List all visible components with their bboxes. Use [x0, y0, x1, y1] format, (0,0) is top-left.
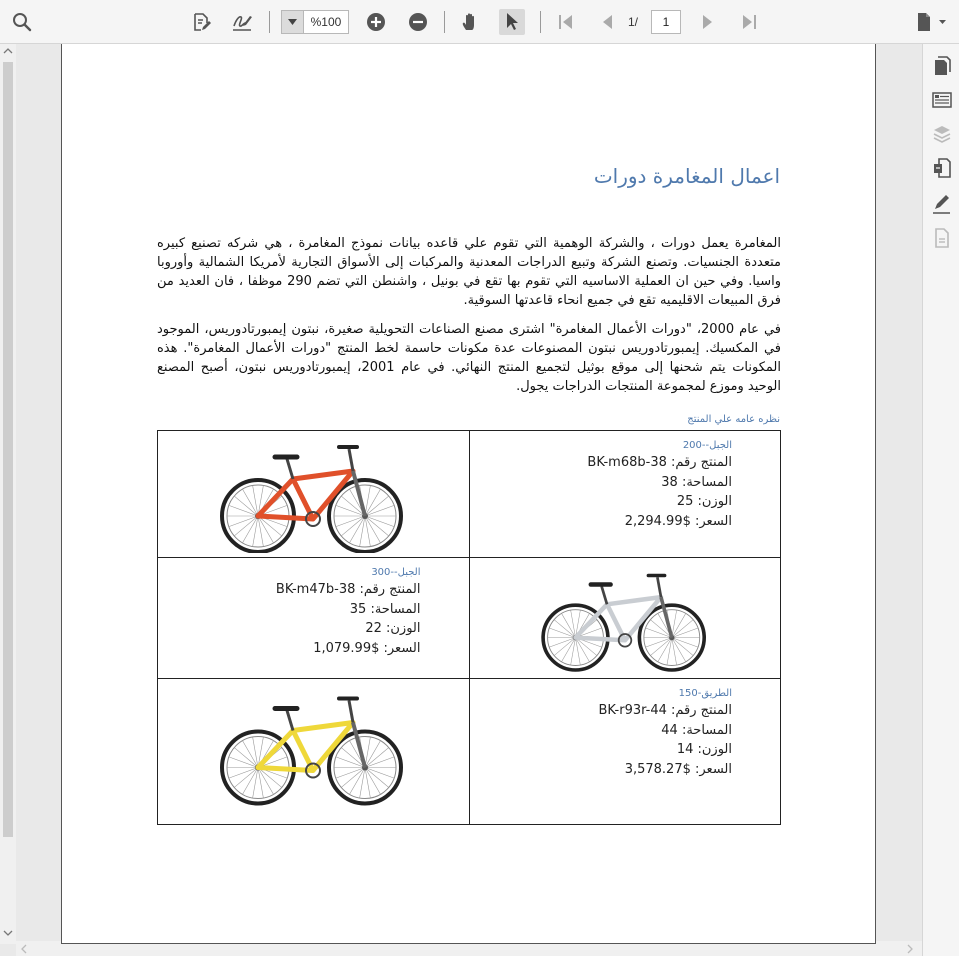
scroll-right-icon[interactable] [906, 944, 914, 954]
product-size: المساحة: 44 [661, 722, 732, 738]
product-weight: الوزن: 25 [676, 494, 732, 509]
bike-image-mountain-200 [213, 431, 413, 553]
zoom-out-icon[interactable] [405, 9, 431, 35]
page-number-input[interactable]: 1 [651, 10, 681, 34]
table-row [158, 431, 781, 558]
file-menu-icon[interactable] [912, 9, 950, 35]
vertical-scrollbar[interactable] [0, 44, 16, 944]
signature-icon[interactable] [229, 9, 255, 35]
thumbnails-icon[interactable] [932, 56, 952, 76]
last-page-icon[interactable] [736, 9, 762, 35]
toolbar-separator [540, 11, 541, 33]
scroll-down-icon[interactable] [3, 929, 13, 937]
document-title: اعمال المغامرة دورات [593, 164, 780, 188]
product-price: السعر: $3,578.27 [624, 761, 732, 777]
annotation-pen-icon[interactable] [932, 194, 952, 214]
page-setup-icon[interactable] [932, 158, 952, 178]
scrollbar-thumb[interactable] [3, 62, 13, 837]
hand-icon[interactable] [458, 9, 484, 35]
toolbar [0, 0, 959, 44]
zoom-control[interactable] [281, 10, 349, 34]
product-image-cell [469, 558, 781, 679]
bike-image-road-150 [213, 680, 413, 820]
chevron-down-icon [288, 19, 297, 25]
product-number: المنتج رقم: BK-m68b-38 [587, 455, 732, 470]
product-weight: الوزن: 22 [365, 621, 421, 636]
product-info-cell [469, 679, 781, 825]
search-icon[interactable] [9, 9, 35, 35]
product-size: المساحة: 38 [661, 474, 732, 490]
product-info-cell [469, 431, 781, 558]
product-image-cell [158, 431, 470, 558]
zoom-dropdown-button[interactable] [282, 11, 304, 33]
side-panel [922, 44, 959, 956]
bike-image-mountain-300 [535, 560, 715, 672]
edit-text-icon[interactable] [188, 9, 214, 35]
product-name: الجبل--300 [371, 567, 421, 578]
product-number: المنتج رقم: BK-m47b-38 [275, 582, 421, 597]
product-weight: الوزن: 14 [676, 742, 732, 757]
layers-icon[interactable] [932, 124, 952, 144]
zoom-value[interactable]: %100 [310, 15, 342, 29]
product-size: المساحة: 35 [349, 601, 421, 617]
product-name: الجبل--200 [682, 440, 732, 451]
product-table [157, 430, 781, 825]
product-image-cell [158, 679, 470, 825]
product-number: المنتج رقم: BK-r93r-44 [598, 703, 732, 718]
table-caption: نظره عامه علي المنتج [687, 414, 780, 425]
table-row [158, 558, 781, 679]
product-price: السعر: $2,294.99 [624, 513, 732, 529]
product-name: الطريق-150 [678, 688, 732, 699]
document-page [61, 44, 876, 944]
zoom-in-icon[interactable] [363, 9, 389, 35]
cursor-icon[interactable] [499, 9, 525, 35]
scroll-left-icon[interactable] [20, 944, 28, 954]
scroll-up-icon[interactable] [3, 47, 13, 55]
product-info-cell [158, 558, 470, 679]
first-page-icon[interactable] [553, 9, 579, 35]
product-price: السعر: $1,079.99 [313, 640, 421, 656]
bookmarks-icon[interactable] [932, 90, 952, 110]
table-row [158, 679, 781, 825]
toolbar-separator [269, 11, 270, 33]
intro-paragraph: المغامرة يعمل دورات ، والشركة الوهمية التي تقوم علي قاعده بيانات نموذج المغامرة ، هي شركه تصنيع كبيره متعددة الجنسيات. وتصنع الشركة وتبيع الدراجات المعدنية والمركبات إلى الأسواق التجارية لأمريكا الشمالية وأوروبا واسيا. وفي حين ان العملية الاساسيه التي تقوم بها تقع في بونيل ، واشنطن التي تضم 290 موظفا ، فان العديد من فرق المبيعات الاقليميه تقع في جميع انحاء قاعدتها السوقية. [157, 236, 781, 308]
next-page-icon[interactable] [694, 9, 720, 35]
document-properties-icon[interactable] [932, 228, 952, 248]
page-count-label: 1/ [628, 15, 639, 29]
history-paragraph: في عام 2000، "دورات الأعمال المغامرة" اشترى مصنع الصناعات التحويلية صغيرة، نبتون إيمبورتادوريس، الموجود في المكسيك. إيمبورتادوريس نبتون المصنوعات عدة مكونات حاسمة لخط المنتج "دورات الأعمال المغامرة". هذه المكونات يتم شحنها إلى موقع بوثيل لتجميع المنتج النهائي. في عام 2001، إيمبورتادوريس نبتون، أصبح المصنع الوحيد وموزع لمجموعة المنتجات الدراجات يجول. [157, 322, 781, 394]
toolbar-separator [444, 11, 445, 33]
previous-page-icon[interactable] [595, 9, 621, 35]
